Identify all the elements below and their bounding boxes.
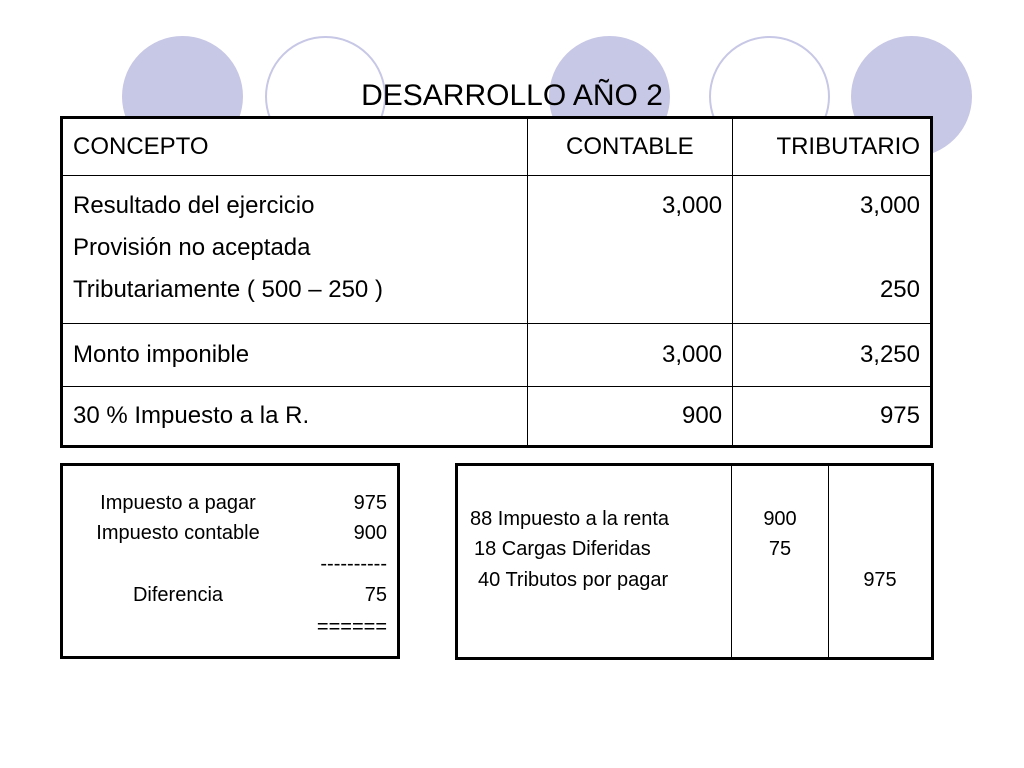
concepto-line: Resultado del ejercicio	[73, 192, 315, 219]
calc-row	[63, 549, 397, 579]
calc-label: Impuesto a pagar	[100, 492, 256, 514]
tax-table	[60, 116, 933, 448]
calc-row	[63, 488, 397, 518]
calc-label: Impuesto contable	[96, 522, 260, 544]
journal-account: 40 Tributos por pagar	[478, 569, 669, 591]
calc-double-line: ======	[316, 616, 387, 638]
journal-entry-box	[455, 463, 934, 660]
calc-value: 975	[353, 492, 387, 514]
table-row	[62, 387, 932, 447]
concepto-line: Tributariamente ( 500 – 250 )	[73, 276, 383, 303]
calc-label: Diferencia	[132, 584, 224, 606]
concepto-cell	[62, 176, 528, 324]
calc-row	[63, 580, 397, 610]
concepto-line: Provisión no aceptada	[73, 234, 311, 261]
tributario-cell: 3,250	[733, 324, 932, 387]
calc-separator: ----------	[320, 553, 387, 575]
table-row	[62, 324, 932, 387]
slide-title: DESARROLLO AÑO 2	[361, 79, 663, 112]
calc-value: 75	[364, 584, 387, 606]
journal-debe: 75	[768, 538, 792, 560]
tributario-value: 3,000	[859, 192, 920, 219]
tributario-cell	[733, 176, 932, 324]
tributario-blank	[733, 227, 920, 269]
header-contable: CONTABLE	[527, 118, 733, 176]
calc-value: 900	[353, 522, 387, 544]
journal-account: 88 Impuesto a la renta	[470, 508, 670, 530]
table-row	[62, 176, 932, 324]
contable-cell: 900	[527, 387, 733, 447]
tributario-cell: 975	[733, 387, 932, 447]
contable-value: 3,000	[662, 192, 723, 219]
journal-haber: 975	[863, 569, 897, 591]
journal-account: 18 Cargas Diferidas	[474, 538, 651, 560]
concepto-cell: Monto imponible	[62, 324, 528, 387]
header-tributario: TRIBUTARIO	[733, 118, 932, 176]
journal-debe: 900	[763, 508, 797, 530]
concepto-cell: 30 % Impuesto a la R.	[62, 387, 528, 447]
header-concepto: CONCEPTO	[62, 118, 528, 176]
tax-difference-box	[60, 463, 400, 659]
contable-cell	[527, 176, 733, 324]
calc-row	[63, 612, 397, 642]
column-divider	[828, 466, 829, 657]
contable-cell: 3,000	[527, 324, 733, 387]
table-header-row	[62, 118, 932, 176]
tributario-value: 250	[879, 276, 920, 303]
calc-row	[63, 518, 397, 548]
